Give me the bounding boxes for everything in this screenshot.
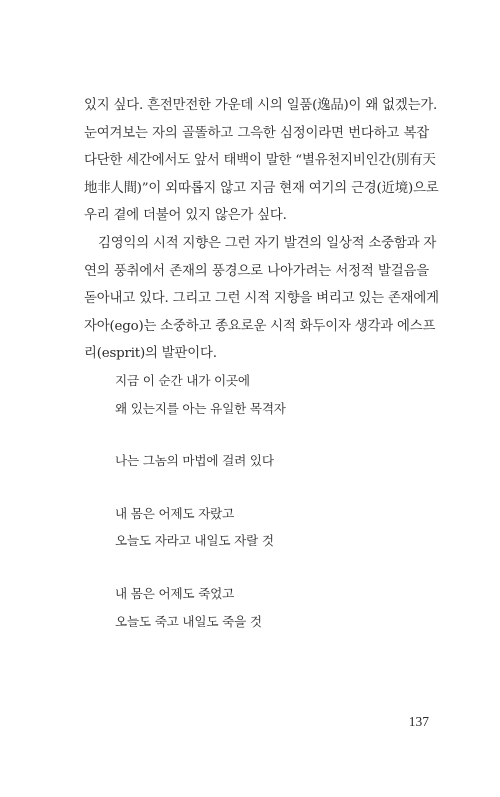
text-line: 다단한 세간에서도 앞서 태백이 말한 “별유천지비인간(別有天 (84, 153, 436, 169)
poem-line: 오늘도 자라고 내일도 자랄 것 (115, 533, 274, 549)
poem-stanza (115, 447, 415, 475)
poem-stanza (115, 500, 415, 555)
essay-body (84, 92, 439, 368)
poem-line: 나는 그놈의 마법에 걸려 있다 (115, 453, 274, 469)
poem-line: 지금 이 순간 내가 이곳에 (115, 373, 250, 388)
paragraph-1 (84, 92, 439, 230)
poem-quotation (115, 367, 415, 660)
text-line: 地非人間)”이 외따롭지 않고 지금 현재 여기의 근경(近境)으로 (84, 180, 439, 196)
text-line: 우리 곁에 더불어 있지 않은가 싶다. (84, 208, 287, 224)
text-line: 리(esprit)의 발판이다. (84, 346, 217, 362)
text-line: 돋아내고 있다. 그리고 그런 시적 지향을 벼리고 있는 존재에게 (84, 291, 439, 307)
text-line: 김영익의 시적 지향은 그런 자기 발견의 일상적 소중함과 자 (98, 235, 437, 251)
page-number: 137 (408, 714, 429, 729)
poem-line: 오늘도 죽고 내일도 죽을 것 (115, 613, 262, 629)
text-line: 있지 싶다. 흔전만전한 가운데 시의 일품(逸品)이 왜 없겠는가. (84, 98, 438, 113)
poem-stanza (115, 367, 415, 422)
poem-line: 왜 있는지를 아는 유일한 목격자 (115, 400, 286, 416)
poem-line: 내 몸은 어제도 죽었고 (115, 585, 235, 601)
text-line: 연의 풍취에서 존재의 풍경으로 나아가려는 서정적 발걸음을 (84, 263, 429, 279)
text-line: 자아(ego)는 소중하고 종요로운 시적 화두이자 생각과 에스프 (84, 318, 436, 334)
text-line: 눈여겨보는 자의 골똘하고 그윽한 심정이라면 번다하고 복잡 (84, 125, 429, 141)
poem-stanza (115, 580, 415, 635)
poem-line: 내 몸은 어제도 자랐고 (115, 505, 235, 521)
paragraph-2 (84, 230, 439, 368)
